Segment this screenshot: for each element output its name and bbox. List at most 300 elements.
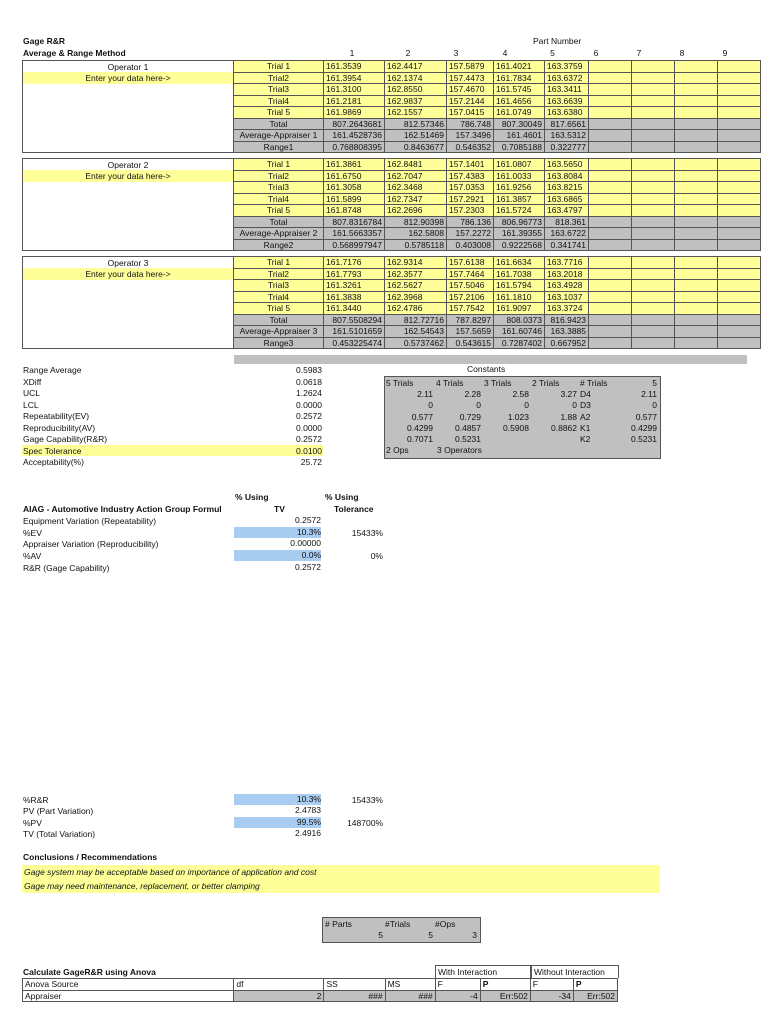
trial-value[interactable]: 161.3838 <box>324 291 385 303</box>
count-label: #Ops <box>435 919 456 929</box>
empty-cell[interactable] <box>718 61 761 73</box>
trial-row <box>23 257 761 269</box>
trial-value[interactable]: 161.9869 <box>324 107 385 119</box>
empty-cell[interactable] <box>632 205 675 217</box>
constants-footer: 2 Ops <box>386 445 409 456</box>
trial-value[interactable]: 157.2144 <box>447 95 494 107</box>
empty-cell[interactable] <box>675 268 718 280</box>
trial-row <box>23 61 761 73</box>
trial-value[interactable]: 161.9256 <box>494 182 545 194</box>
count-label: #Trials <box>385 919 411 929</box>
empty-cell[interactable] <box>589 107 632 119</box>
trial-value[interactable]: 161.4021 <box>494 61 545 73</box>
constants-cell: 0.5231 <box>631 434 657 444</box>
constants-cell: 2.28 <box>464 389 481 400</box>
trial-row <box>23 95 761 107</box>
empty-cell[interactable] <box>718 95 761 107</box>
trial-value[interactable]: 157.2303 <box>447 205 494 217</box>
method-subtitle: Average & Range Method <box>23 48 126 58</box>
range-value: 0.5737462 <box>385 337 447 349</box>
part-number-label: Part Number <box>533 36 582 46</box>
trial-value[interactable]: 163.8215 <box>545 182 589 194</box>
empty-cell <box>718 141 761 153</box>
range-row <box>23 141 761 153</box>
constants-cell: 2.11 <box>641 389 657 400</box>
stat-label: XDiff <box>23 376 42 387</box>
trial-value[interactable]: 161.3261 <box>324 280 385 292</box>
trial-value[interactable]: 162.7347 <box>385 193 447 205</box>
total-value: 812.57346 <box>385 118 447 130</box>
trial-label: Trial2 <box>234 170 324 182</box>
empty-cell[interactable] <box>718 182 761 194</box>
average-value: 162.51469 <box>385 130 447 142</box>
trial-value[interactable]: 161.3100 <box>324 84 385 96</box>
range-label: Range2 <box>234 239 324 251</box>
total-value: 787.8297 <box>447 314 494 326</box>
constants-cell: K2 <box>580 434 591 444</box>
range-label: Range1 <box>234 141 324 153</box>
anova-cell: 2 <box>234 990 324 1002</box>
constants-cell: 5 Trials <box>386 378 414 388</box>
trial-value[interactable]: 162.3968 <box>385 291 447 303</box>
trial-value[interactable]: 161.2181 <box>324 95 385 107</box>
spacer-cell <box>23 239 234 251</box>
trial-value[interactable]: 157.0353 <box>447 182 494 194</box>
empty-cell <box>632 216 675 228</box>
range-value: 0.9222568 <box>494 239 545 251</box>
trial-value[interactable]: 157.4670 <box>447 84 494 96</box>
trial-value[interactable]: 161.7834 <box>494 72 545 84</box>
empty-cell[interactable] <box>589 268 632 280</box>
constants-cell: D4 <box>580 389 591 400</box>
stat-label: Range Average <box>23 365 82 375</box>
trial-row <box>23 72 761 84</box>
average-value: 163.5312 <box>545 130 589 142</box>
range-value: 0.543615 <box>447 337 494 349</box>
trial-value[interactable]: 157.2921 <box>447 193 494 205</box>
trial-label: Trial3 <box>234 84 324 96</box>
empty-cell[interactable] <box>632 257 675 269</box>
summary-label: PV (Part Variation) <box>23 806 94 817</box>
range-row <box>23 239 761 251</box>
aiag-label: %EV <box>23 527 42 538</box>
constants-cell: 0 <box>652 400 657 411</box>
trial-value[interactable]: 161.0749 <box>494 107 545 119</box>
total-label: Total <box>234 216 324 228</box>
constants-cell: 1.88 <box>560 411 577 422</box>
empty-cell <box>718 130 761 142</box>
trial-value[interactable]: 163.6865 <box>545 193 589 205</box>
empty-cell <box>632 141 675 153</box>
range-value: 0.322777 <box>545 141 589 153</box>
empty-cell[interactable] <box>589 61 632 73</box>
trial-value[interactable]: 161.3857 <box>494 193 545 205</box>
trial-value[interactable]: 163.3724 <box>545 303 589 315</box>
part-number: 1 <box>349 48 355 58</box>
constants-cell: 3 Trials <box>484 378 512 388</box>
empty-cell[interactable] <box>632 291 675 303</box>
empty-cell <box>718 228 761 240</box>
empty-cell[interactable] <box>675 205 718 217</box>
empty-cell[interactable] <box>589 182 632 194</box>
range-value: 0.8463677 <box>385 141 447 153</box>
anova-cell: Err:502 <box>480 990 530 1002</box>
enter-data-hint: Enter your data here-> <box>23 268 234 280</box>
trial-value[interactable]: 161.0033 <box>494 170 545 182</box>
empty-cell[interactable] <box>718 205 761 217</box>
aiag-tv-value: 0.0% <box>234 550 321 561</box>
empty-cell <box>675 314 718 326</box>
anova-header-cell: F <box>435 979 480 991</box>
trial-value[interactable]: 163.8084 <box>545 170 589 182</box>
empty-cell[interactable] <box>675 84 718 96</box>
stat-value: 0.0618 <box>296 376 322 387</box>
trial-value[interactable]: 157.7464 <box>447 268 494 280</box>
aiag-label: Appraiser Variation (Reproducibility) <box>23 539 159 550</box>
trial-value[interactable]: 161.8748 <box>324 205 385 217</box>
trial-value[interactable]: 161.9097 <box>494 303 545 315</box>
spacer-cell <box>23 216 234 228</box>
trial-label: Trial2 <box>234 268 324 280</box>
empty-cell[interactable] <box>675 170 718 182</box>
anova-header-cell: P <box>480 979 530 991</box>
empty-cell[interactable] <box>675 72 718 84</box>
part-number: 4 <box>502 48 508 58</box>
empty-cell[interactable] <box>675 95 718 107</box>
operator-table <box>22 158 761 251</box>
trial-value[interactable]: 161.1810 <box>494 291 545 303</box>
trial-value[interactable]: 163.1037 <box>545 291 589 303</box>
trial-value[interactable]: 161.7176 <box>324 257 385 269</box>
empty-cell <box>589 337 632 349</box>
trial-value[interactable]: 162.9837 <box>385 95 447 107</box>
spacer-cell <box>23 314 234 326</box>
trial-value[interactable]: 161.4656 <box>494 95 545 107</box>
total-value: 816.9423 <box>545 314 589 326</box>
trial-value[interactable]: 163.6372 <box>545 72 589 84</box>
trial-value[interactable]: 162.3577 <box>385 268 447 280</box>
trial-value[interactable]: 162.2696 <box>385 205 447 217</box>
spacer-cell <box>23 130 234 142</box>
col-tv: TV <box>274 504 285 514</box>
trial-value[interactable]: 163.3759 <box>545 61 589 73</box>
trial-value[interactable]: 161.3440 <box>324 303 385 315</box>
empty-cell[interactable] <box>675 182 718 194</box>
empty-cell <box>718 239 761 251</box>
empty-cell[interactable] <box>589 280 632 292</box>
trial-value[interactable]: 162.1557 <box>385 107 447 119</box>
constants-cell: 4 Trials <box>436 378 464 388</box>
empty-cell <box>675 118 718 130</box>
conclusion-line: Gage system may be acceptable based on importance of application and cost <box>24 867 317 877</box>
trial-value[interactable]: 161.7038 <box>494 268 545 280</box>
empty-cell[interactable] <box>718 291 761 303</box>
constants-cell: 5 <box>652 378 657 388</box>
stat-value: 0.0000 <box>296 422 322 433</box>
empty-cell[interactable] <box>632 280 675 292</box>
trial-value[interactable]: 163.2018 <box>545 268 589 280</box>
stat-label: Acceptability(%) <box>23 457 84 467</box>
empty-cell <box>632 118 675 130</box>
trial-value[interactable]: 163.3411 <box>545 84 589 96</box>
constants-cell: 0 <box>572 400 577 411</box>
total-value: 807.8316784 <box>324 216 385 228</box>
average-value: 161.4601 <box>494 130 545 142</box>
summary-tv-value: 10.3% <box>234 794 321 805</box>
empty-cell[interactable] <box>718 257 761 269</box>
empty-cell <box>675 228 718 240</box>
empty-cell <box>718 216 761 228</box>
empty-cell[interactable] <box>632 170 675 182</box>
anova-header-cell: Anova Source <box>23 979 234 991</box>
trial-value[interactable]: 161.5745 <box>494 84 545 96</box>
with-interaction-label: With Interaction <box>438 967 498 977</box>
average-value: 157.5659 <box>447 326 494 338</box>
total-value: 808.0373 <box>494 314 545 326</box>
with-interaction-header <box>435 965 531 978</box>
empty-cell <box>632 326 675 338</box>
trial-value[interactable]: 157.2106 <box>447 291 494 303</box>
stat-label: UCL <box>23 388 41 398</box>
spacer-cell <box>23 205 234 217</box>
empty-cell[interactable] <box>632 193 675 205</box>
enter-data-hint: Enter your data here-> <box>23 72 234 84</box>
trial-value[interactable]: 157.5879 <box>447 61 494 73</box>
trial-value[interactable]: 161.5794 <box>494 280 545 292</box>
average-value: 163.3885 <box>545 326 589 338</box>
spacer-cell <box>23 337 234 349</box>
empty-cell <box>675 141 718 153</box>
constants-cell: 2.58 <box>512 389 529 400</box>
empty-cell[interactable] <box>718 107 761 119</box>
empty-cell[interactable] <box>632 182 675 194</box>
trial-value[interactable]: 161.0807 <box>494 159 545 171</box>
empty-cell <box>675 216 718 228</box>
constants-cell: 0 <box>476 400 481 411</box>
total-row <box>23 118 761 130</box>
anova-header-cell: MS <box>385 979 435 991</box>
constants-cell: 0.729 <box>459 411 481 422</box>
range-value: 0.7085188 <box>494 141 545 153</box>
empty-cell[interactable] <box>632 72 675 84</box>
average-label: Average-Appraiser 1 <box>234 130 324 142</box>
aiag-tol-value: 15433% <box>351 527 383 538</box>
operator-name: Operator 2 <box>23 159 234 171</box>
constants-table <box>384 376 661 459</box>
empty-cell[interactable] <box>589 205 632 217</box>
trial-value[interactable]: 163.7716 <box>545 257 589 269</box>
spacer-cell <box>23 182 234 194</box>
operator-name: Operator 3 <box>23 257 234 269</box>
conclusions-title: Conclusions / Recommendations <box>23 852 158 862</box>
empty-cell[interactable] <box>718 72 761 84</box>
empty-cell[interactable] <box>675 280 718 292</box>
trial-value[interactable]: 157.5046 <box>447 280 494 292</box>
trial-value[interactable]: 157.4383 <box>447 170 494 182</box>
empty-cell[interactable] <box>718 193 761 205</box>
empty-cell[interactable] <box>632 303 675 315</box>
trial-label: Trial 5 <box>234 303 324 315</box>
empty-cell[interactable] <box>589 95 632 107</box>
range-value: 0.5785118 <box>385 239 447 251</box>
empty-cell[interactable] <box>675 303 718 315</box>
empty-cell[interactable] <box>675 291 718 303</box>
empty-cell <box>589 228 632 240</box>
trial-value[interactable]: 161.3058 <box>324 182 385 194</box>
trial-value[interactable]: 163.6639 <box>545 95 589 107</box>
empty-cell[interactable] <box>718 170 761 182</box>
trial-value[interactable]: 161.3861 <box>324 159 385 171</box>
average-value: 161.39355 <box>494 228 545 240</box>
trial-row <box>23 205 761 217</box>
trial-value[interactable]: 161.7793 <box>324 268 385 280</box>
empty-cell[interactable] <box>718 159 761 171</box>
trial-row <box>23 268 761 280</box>
average-label: Average-Appraiser 2 <box>234 228 324 240</box>
empty-cell[interactable] <box>632 95 675 107</box>
trial-value[interactable]: 157.6138 <box>447 257 494 269</box>
constants-cell: 0.4299 <box>407 422 433 433</box>
average-value: 162.54543 <box>385 326 447 338</box>
trial-value[interactable]: 157.4473 <box>447 72 494 84</box>
trial-value[interactable]: 162.5627 <box>385 280 447 292</box>
trial-value[interactable]: 163.4797 <box>545 205 589 217</box>
trial-value[interactable]: 161.3539 <box>324 61 385 73</box>
spacer-cell <box>23 107 234 119</box>
trial-value[interactable]: 163.5650 <box>545 159 589 171</box>
trial-value[interactable]: 157.0415 <box>447 107 494 119</box>
col-tv-top: % Using <box>235 492 269 502</box>
constants-title: Constants <box>467 364 506 374</box>
operator-table <box>22 60 761 153</box>
empty-cell[interactable] <box>632 84 675 96</box>
trial-label: Trial4 <box>234 291 324 303</box>
constants-cell: 1.023 <box>507 411 529 422</box>
trial-value[interactable]: 161.3954 <box>324 72 385 84</box>
constants-cell: 0.5231 <box>455 434 481 444</box>
trial-value[interactable]: 162.4786 <box>385 303 447 315</box>
total-value: 786.136 <box>447 216 494 228</box>
empty-cell[interactable] <box>718 280 761 292</box>
range-value: 0.667952 <box>545 337 589 349</box>
empty-cell[interactable] <box>675 61 718 73</box>
part-number: 2 <box>405 48 411 58</box>
trial-value[interactable]: 163.6380 <box>545 107 589 119</box>
trial-value[interactable]: 162.9314 <box>385 257 447 269</box>
range-value: 0.453225474 <box>324 337 385 349</box>
anova-table <box>22 978 618 1002</box>
part-number: 8 <box>679 48 685 58</box>
trial-value[interactable]: 161.5724 <box>494 205 545 217</box>
empty-cell[interactable] <box>589 303 632 315</box>
trial-row <box>23 291 761 303</box>
empty-cell[interactable] <box>632 268 675 280</box>
empty-cell[interactable] <box>589 72 632 84</box>
trial-row <box>23 170 761 182</box>
trial-value[interactable]: 162.7047 <box>385 170 447 182</box>
empty-cell <box>718 326 761 338</box>
empty-cell <box>589 118 632 130</box>
empty-cell[interactable] <box>718 84 761 96</box>
average-value: 163.6722 <box>545 228 589 240</box>
part-number: 5 <box>550 48 555 58</box>
empty-cell[interactable] <box>675 107 718 119</box>
empty-cell <box>632 239 675 251</box>
stat-label: Gage Capability(R&R) <box>23 434 108 444</box>
empty-cell <box>675 326 718 338</box>
empty-cell <box>675 239 718 251</box>
anova-cell: ### <box>324 990 385 1002</box>
col-tol-top: % Using <box>325 492 359 502</box>
empty-cell[interactable] <box>675 159 718 171</box>
trial-value[interactable]: 161.6750 <box>324 170 385 182</box>
total-value: 812.72716 <box>385 314 447 326</box>
spacer-cell <box>23 326 234 338</box>
trial-value[interactable]: 162.8481 <box>385 159 447 171</box>
part-number: 7 <box>636 48 642 58</box>
constants-cell: 2 Trials <box>532 378 560 388</box>
trial-label: Trial 1 <box>234 257 324 269</box>
trial-label: Trial 5 <box>234 205 324 217</box>
anova-header-cell: df <box>234 979 324 991</box>
aiag-tv-value: 10.3% <box>234 527 321 538</box>
constants-cell: 0.5908 <box>503 422 529 433</box>
empty-cell <box>589 326 632 338</box>
trial-row <box>23 280 761 292</box>
trial-value[interactable]: 163.4928 <box>545 280 589 292</box>
spacer-cell <box>23 280 234 292</box>
empty-cell[interactable] <box>632 107 675 119</box>
empty-cell[interactable] <box>675 257 718 269</box>
aiag-tv-value: 0.2572 <box>295 561 321 572</box>
stat-value: 0.2572 <box>296 411 322 421</box>
empty-cell[interactable] <box>589 257 632 269</box>
trial-value[interactable]: 161.5899 <box>324 193 385 205</box>
trial-value[interactable]: 162.4417 <box>385 61 447 73</box>
spacer-cell <box>23 193 234 205</box>
stat-label: Repeatability(EV) <box>23 411 90 421</box>
empty-cell[interactable] <box>675 193 718 205</box>
trial-value[interactable]: 162.3468 <box>385 182 447 194</box>
empty-cell[interactable] <box>589 193 632 205</box>
empty-cell[interactable] <box>718 268 761 280</box>
empty-cell[interactable] <box>589 159 632 171</box>
constants-cell: 3.27 <box>560 389 577 400</box>
aiag-label: Equipment Variation (Repeatability) <box>23 516 157 526</box>
trial-value[interactable]: 157.7542 <box>447 303 494 315</box>
trial-value[interactable]: 157.1401 <box>447 159 494 171</box>
range-value: 0.7287402 <box>494 337 545 349</box>
empty-cell[interactable] <box>589 291 632 303</box>
empty-cell[interactable] <box>589 84 632 96</box>
trial-label: Trial 1 <box>234 61 324 73</box>
trial-value[interactable]: 162.8550 <box>385 84 447 96</box>
empty-cell[interactable] <box>632 61 675 73</box>
trial-value[interactable]: 162.1374 <box>385 72 447 84</box>
separator-bar <box>234 355 747 364</box>
empty-cell[interactable] <box>632 159 675 171</box>
without-interaction-label: Without Interaction <box>534 967 605 977</box>
total-value: 806.96773 <box>494 216 545 228</box>
empty-cell[interactable] <box>589 170 632 182</box>
stat-value: 1.2624 <box>296 388 322 398</box>
summary-tv-value: 2.4783 <box>295 805 321 816</box>
trial-value[interactable]: 161.6634 <box>494 257 545 269</box>
empty-cell[interactable] <box>718 303 761 315</box>
constants-cell: 0.8862 <box>551 422 577 433</box>
aiag-label: %AV <box>23 551 42 562</box>
aiag-label: R&R (Gage Capability) <box>23 562 110 573</box>
